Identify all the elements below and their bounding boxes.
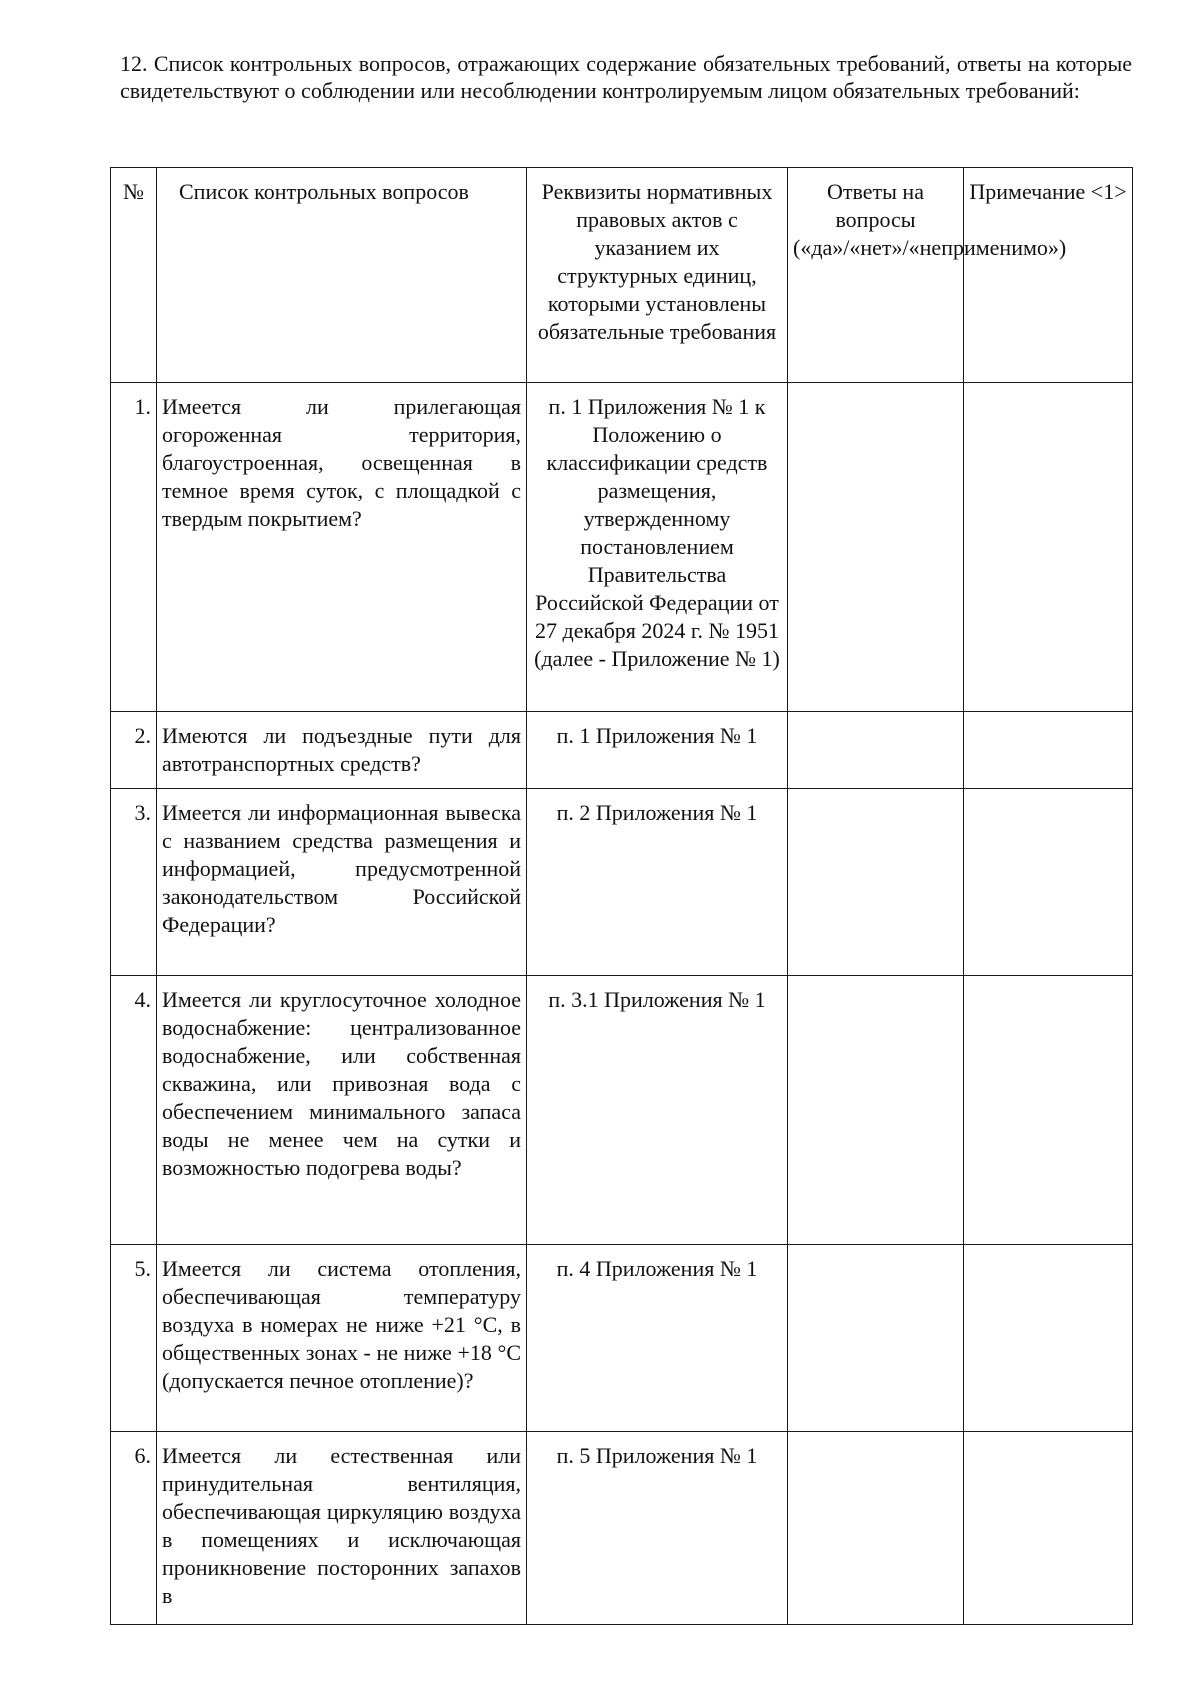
requisites-cell: п. 5 Приложения № 1 xyxy=(527,1432,788,1625)
header-question: Список контрольных вопросов xyxy=(157,168,527,383)
requisites-cell: п. 1 Приложения № 1 к Положению о классификации средств размещения, утвержденному постановлением Правительства Российской Федерации от 27 декабря 2024 г. № 1951 (далее - Приложение № 1) xyxy=(527,383,788,712)
requisites-cell: п. 2 Приложения № 1 xyxy=(527,789,788,976)
note-cell[interactable] xyxy=(964,1432,1133,1625)
table-row xyxy=(111,1245,1133,1432)
header-answers: Ответы на вопросы («да»/«нет»/«неприменимо») xyxy=(788,168,964,383)
answer-cell[interactable] xyxy=(788,712,964,789)
answer-cell[interactable] xyxy=(788,1432,964,1625)
header-note: Примечание <1> xyxy=(964,168,1133,383)
question-text: Имеется ли естественная или принудительная вентиляция, обеспечивающая циркуляцию воздуха в помещениях и исключающая проникновение посторонних запахов в xyxy=(162,1443,521,1608)
header-requisites: Реквизиты нормативных правовых актов с указанием их структурных единиц, которыми установлены обязательные требования xyxy=(527,168,788,383)
table-row xyxy=(111,976,1133,1245)
row-number: 2. xyxy=(111,712,157,789)
question-cell: Имеются ли подъездные пути для автотранспортных средств? xyxy=(157,712,527,789)
question-cell: Имеется ли круглосуточное холодное водоснабжение: централизованное водоснабжение, или собственная скважина, или привозная вода с обеспечением минимального запаса воды не менее чем на сутки и возможностью подогрева воды? xyxy=(157,976,527,1245)
row-number: 3. xyxy=(111,789,157,976)
question-cell: Имеется ли информационная вывеска с названием средства размещения и информацией, предусмотренной законодательством Российской Федерации? xyxy=(157,789,527,976)
table-row xyxy=(111,1432,1133,1625)
note-cell[interactable] xyxy=(964,383,1133,712)
note-cell[interactable] xyxy=(964,712,1133,789)
table-row xyxy=(111,789,1133,976)
table-row xyxy=(111,383,1133,712)
answer-cell[interactable] xyxy=(788,789,964,976)
note-cell[interactable] xyxy=(964,789,1133,976)
requisites-cell: п. 3.1 Приложения № 1 xyxy=(527,976,788,1245)
question-cell: Имеется ли прилегающая огороженная территория, благоустроенная, освещенная в темное время суток, с площадкой с твердым покрытием? xyxy=(157,383,527,712)
question-cell xyxy=(157,1432,527,1625)
answer-cell[interactable] xyxy=(788,976,964,1245)
section-intro: 12. Список контрольных вопросов, отражающих содержание обязательных требований, ответы на которые свидетельствуют о соблюдении или несоблюдении контролируемым лицом обязательных требований: xyxy=(120,51,1132,103)
header-num: № xyxy=(111,168,157,383)
requisites-cell: п. 1 Приложения № 1 xyxy=(527,712,788,789)
answer-cell[interactable] xyxy=(788,1245,964,1432)
answer-cell[interactable] xyxy=(788,383,964,712)
question-cell: Имеется ли система отопления, обеспечивающая температуру воздуха в номерах не ниже +21 °С, в общественных зонах - не ниже +18 °С (допускается печное отопление)? xyxy=(157,1245,527,1432)
table-header-row xyxy=(111,168,1133,383)
table-row xyxy=(111,712,1133,789)
requisites-cell: п. 4 Приложения № 1 xyxy=(527,1245,788,1432)
note-cell[interactable] xyxy=(964,1245,1133,1432)
note-cell[interactable] xyxy=(964,976,1133,1245)
checklist-table xyxy=(110,167,1133,1625)
row-number: 6. xyxy=(111,1432,157,1625)
row-number: 1. xyxy=(111,383,157,712)
row-number: 4. xyxy=(111,976,157,1245)
row-number: 5. xyxy=(111,1245,157,1432)
